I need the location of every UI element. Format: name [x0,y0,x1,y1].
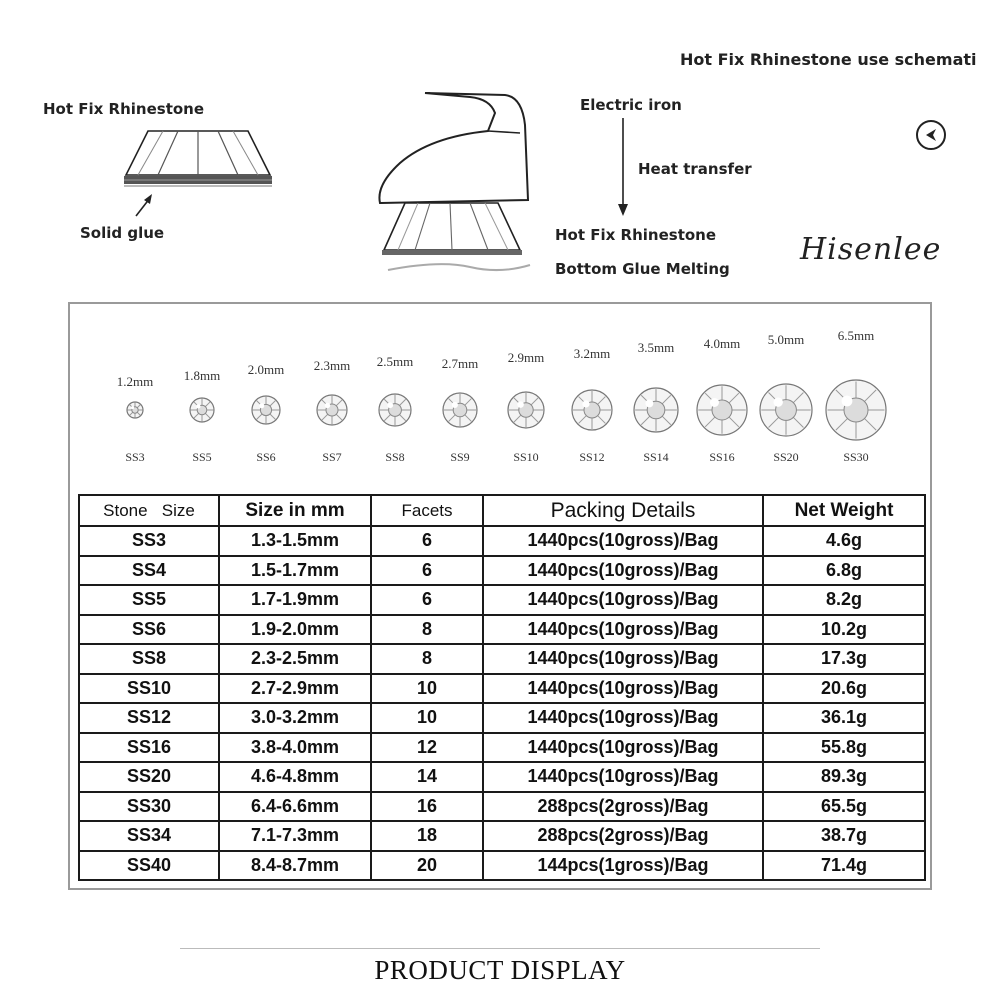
rhinestone-icon [376,391,414,429]
cell-stone-size: SS12 [79,703,219,733]
cell-net-weight: 89.3g [763,762,925,792]
heat-transfer-arrow-icon [616,118,630,218]
header-packing-details: Packing Details [483,495,763,526]
stone-mm-label: 3.5mm [637,340,675,355]
stone-ss-label: SS12 [579,450,605,464]
cell-facets: 10 [371,674,483,704]
rhinestone-icon [505,389,547,431]
cell-size-mm: 8.4-8.7mm [219,851,371,881]
cell-stone-size: SS20 [79,762,219,792]
table-row [79,703,925,733]
stone-mm-label: 4.0mm [703,336,741,351]
cell-size-mm: 3.0-3.2mm [219,703,371,733]
cell-stone-size: SS6 [79,615,219,645]
rhinestone-icon [187,395,217,425]
cell-size-mm: 3.8-4.0mm [219,733,371,763]
cell-stone-size: SS4 [79,556,219,586]
cell-facets: 8 [371,615,483,645]
cell-packing: 1440pcs(10gross)/Bag [483,556,763,586]
cell-packing: 1440pcs(10gross)/Bag [483,703,763,733]
table-row [79,526,925,556]
cell-net-weight: 36.1g [763,703,925,733]
rhinestone-icon [694,382,750,438]
product-display-heading: PRODUCT DISPLAY [374,955,626,985]
chevron-left-icon [923,127,939,143]
stone-ss-label: SS20 [773,450,799,464]
cell-net-weight: 20.6g [763,674,925,704]
schematic-title: Hot Fix Rhinestone use schemati [680,50,977,69]
stone-ss-label: SS3 [125,450,145,464]
cell-packing: 1440pcs(10gross)/Bag [483,644,763,674]
stone-mm-label: 2.7mm [441,356,479,371]
glue-pointer-arrow-icon [128,192,158,222]
stone-mm-label: 2.3mm [313,358,351,373]
cell-packing: 1440pcs(10gross)/Bag [483,733,763,763]
cell-facets: 20 [371,851,483,881]
cell-packing: 1440pcs(10gross)/Bag [483,762,763,792]
cell-net-weight: 4.6g [763,526,925,556]
table-row [79,762,925,792]
header-facets: Facets [371,495,483,526]
stone-ss-label: SS5 [192,450,212,464]
cell-packing: 288pcs(2gross)/Bag [483,792,763,822]
cell-net-weight: 17.3g [763,644,925,674]
stone-mm-label: 3.2mm [573,346,611,361]
stone-ss-label: SS9 [450,450,470,464]
cell-size-mm: 4.6-4.8mm [219,762,371,792]
rhinestone-icon [124,399,146,421]
heat-transfer-label: Heat transfer [638,160,752,178]
cell-packing: 1440pcs(10gross)/Bag [483,585,763,615]
stone-mm-label: 1.8mm [183,368,221,383]
stone-ss-label: SS10 [513,450,539,464]
cell-net-weight: 71.4g [763,851,925,881]
cell-net-weight: 6.8g [763,556,925,586]
cell-stone-size: SS16 [79,733,219,763]
cell-facets: 6 [371,526,483,556]
rhinestone-icon [249,393,283,427]
table-row [79,792,925,822]
stone-mm-label: 2.0mm [247,362,285,377]
cell-facets: 18 [371,821,483,851]
electric-iron-label: Electric iron [580,96,682,114]
table-row [79,615,925,645]
cell-packing: 144pcs(1gross)/Bag [483,851,763,881]
cell-packing: 1440pcs(10gross)/Bag [483,526,763,556]
cell-net-weight: 8.2g [763,585,925,615]
stone-ss-label: SS8 [385,450,405,464]
cell-stone-size: SS3 [79,526,219,556]
stone-mm-label: 6.5mm [837,328,875,343]
cell-packing: 1440pcs(10gross)/Bag [483,674,763,704]
cell-facets: 12 [371,733,483,763]
stone-ss-label: SS7 [322,450,342,464]
table-row [79,674,925,704]
brand-logo: Hisenlee [800,232,942,267]
stone-ss-label: SS30 [843,450,869,464]
rhinestone-icon [757,381,815,439]
rhinestone-icon [314,392,350,428]
cell-facets: 6 [371,585,483,615]
spec-table [78,494,926,881]
cell-stone-size: SS10 [79,674,219,704]
cell-size-mm: 7.1-7.3mm [219,821,371,851]
table-row [79,644,925,674]
cell-stone-size: SS8 [79,644,219,674]
rhinestone-icon [569,387,615,433]
cell-facets: 10 [371,703,483,733]
cell-net-weight: 55.8g [763,733,925,763]
header-net-weight: Net Weight [763,495,925,526]
cell-stone-size: SS40 [79,851,219,881]
cell-packing: 288pcs(2gross)/Bag [483,821,763,851]
rhinestone-icon [440,390,480,430]
table-row [79,851,925,881]
cell-net-weight: 65.5g [763,792,925,822]
cell-facets: 14 [371,762,483,792]
cell-size-mm: 1.7-1.9mm [219,585,371,615]
cell-size-mm: 1.9-2.0mm [219,615,371,645]
rhinestone-icon [631,385,681,435]
stone-mm-label: 1.2mm [116,374,154,389]
cell-size-mm: 2.7-2.9mm [219,674,371,704]
hotfix-rhinestone-illustration [118,125,278,197]
stone-ss-label: SS6 [256,450,276,464]
table-header-row [79,495,925,526]
table-row [79,585,925,615]
rhinestone-label: Hot Fix Rhinestone [43,100,205,118]
stone-ss-label: SS14 [643,450,669,464]
cell-packing: 1440pcs(10gross)/Bag [483,615,763,645]
table-row [79,821,925,851]
stone-ss-label: SS16 [709,450,735,464]
stone-mm-label: 2.5mm [376,354,414,369]
cell-facets: 6 [371,556,483,586]
cell-net-weight: 38.7g [763,821,925,851]
cell-size-mm: 6.4-6.6mm [219,792,371,822]
footer-divider-top [180,948,820,949]
cell-size-mm: 2.3-2.5mm [219,644,371,674]
cell-size-mm: 1.5-1.7mm [219,556,371,586]
solid-glue-label: Solid glue [80,224,165,242]
back-button[interactable] [916,120,946,150]
electric-iron-illustration [370,85,550,285]
rhinestone-icon [823,377,889,443]
cell-size-mm: 1.3-1.5mm [219,526,371,556]
hotfix-stone-label: Hot Fix Rhinestone [555,226,717,244]
cell-net-weight: 10.2g [763,615,925,645]
cell-facets: 8 [371,644,483,674]
header-size-in-mm: Size in mm [219,495,371,526]
cell-stone-size: SS30 [79,792,219,822]
table-row [79,733,925,763]
cell-stone-size: SS5 [79,585,219,615]
glue-melting-label: Bottom Glue Melting [555,260,730,278]
header-stone-size: Stone Size [79,495,219,526]
stone-mm-label: 5.0mm [767,332,805,347]
cell-stone-size: SS34 [79,821,219,851]
cell-facets: 16 [371,792,483,822]
stone-mm-label: 2.9mm [507,350,545,365]
table-row [79,556,925,586]
